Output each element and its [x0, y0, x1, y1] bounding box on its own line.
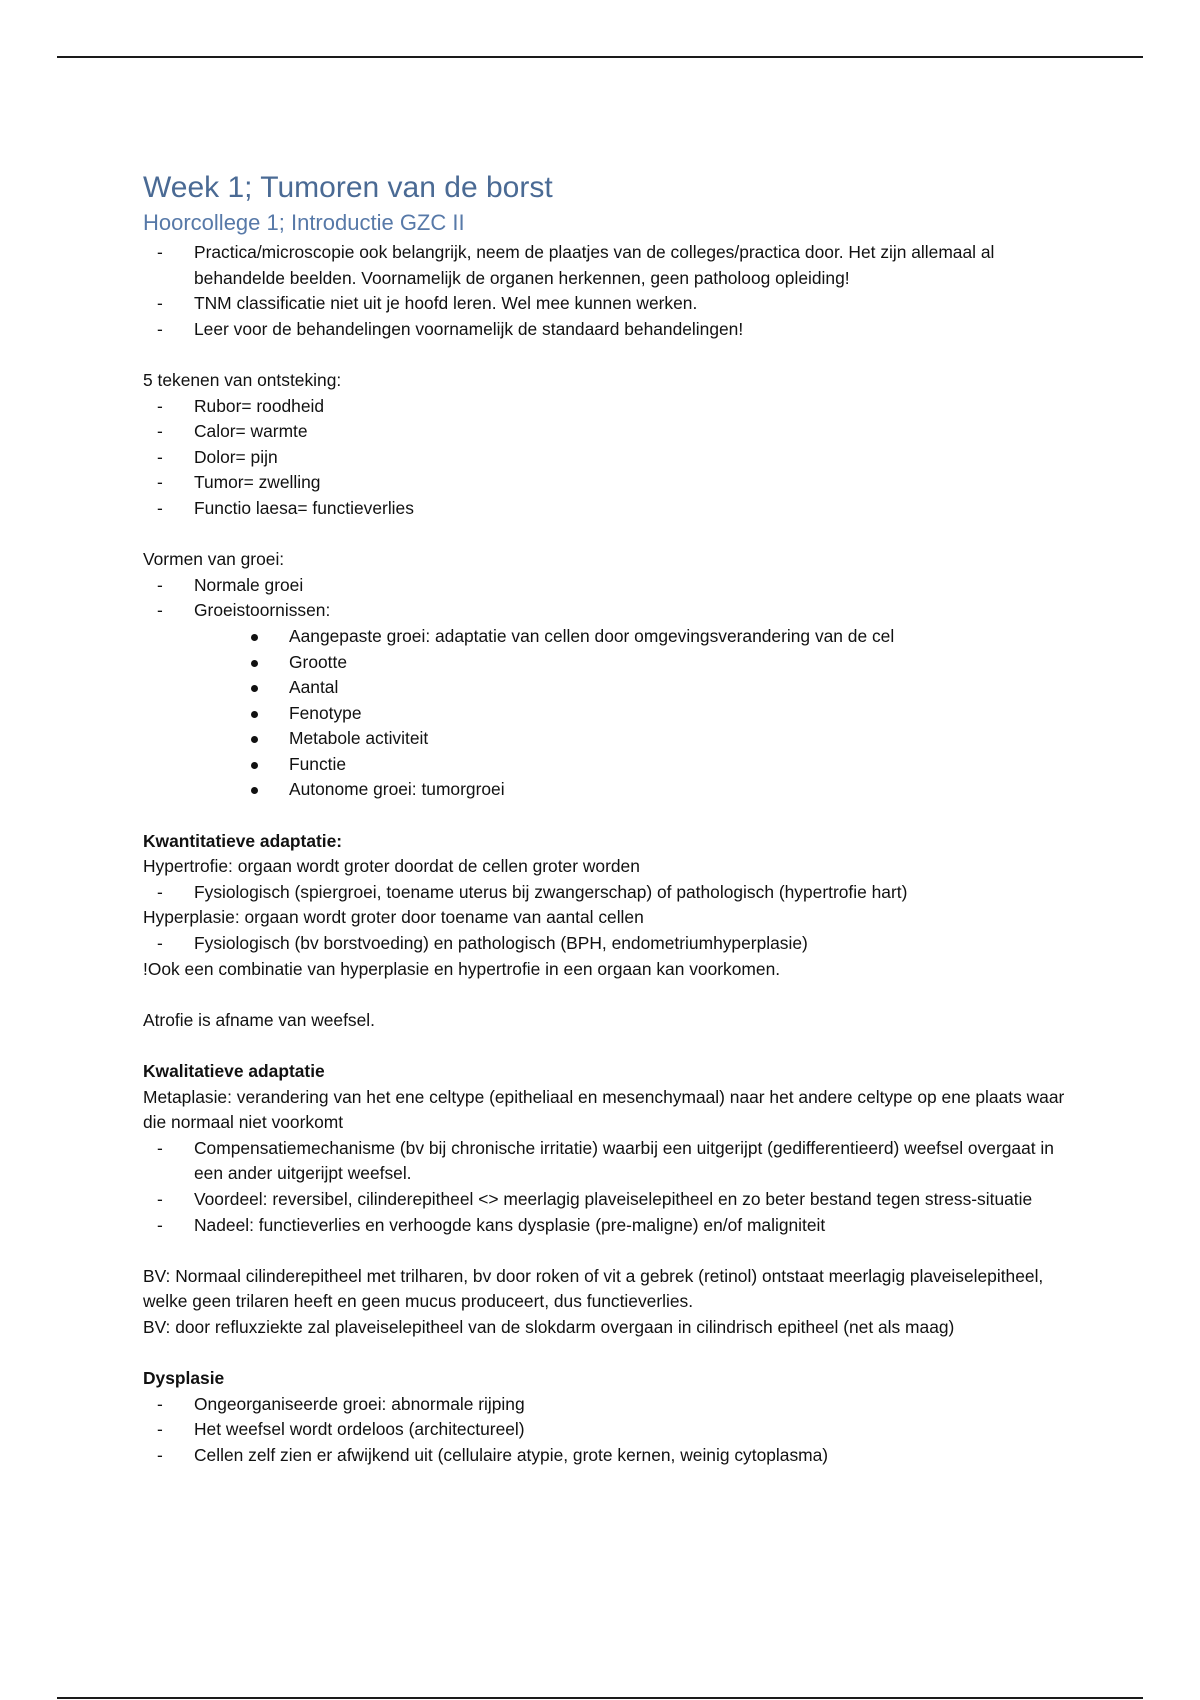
dash-bullet: -: [157, 881, 163, 902]
intro-list: [143, 240, 1083, 342]
bullet-dot-icon: [251, 787, 258, 794]
list-item-text: Metabole activiteit: [289, 728, 429, 749]
list-item-text: Nadeel: functieverlies en verhoogde kans dysplasie (pre-maligne) en/of maligniteit: [194, 1214, 826, 1235]
bullet-dot-icon: [251, 660, 258, 667]
dysplasia-heading: Dysplasie: [143, 1368, 225, 1389]
list-item-text: Het weefsel wordt ordeloos (architectureel): [194, 1419, 525, 1440]
list-item-text: Normale groei: [194, 574, 304, 595]
page-top-rule: [57, 56, 1143, 58]
list-item-text: Cellen zelf zien er afwijkend uit (cellulaire atypie, grote kernen, weinig cytoplasma): [194, 1444, 829, 1465]
list-item: [143, 880, 1083, 906]
inflammation-heading: 5 tekenen van ontsteking:: [143, 369, 342, 390]
list-item-text: Rubor= roodheid: [194, 395, 325, 416]
document-body: [143, 168, 1083, 1469]
list-item-text: Leer voor de behandelingen voornamelijk de standaard behandelingen!: [194, 318, 744, 339]
dash-bullet: -: [157, 600, 163, 621]
dash-bullet: -: [157, 1419, 163, 1440]
list-item-text: Calor= warmte: [194, 421, 308, 442]
bullet-dot-icon: [251, 685, 258, 692]
dash-bullet: -: [157, 1444, 163, 1465]
dash-bullet: -: [157, 446, 163, 467]
spacer: [143, 1033, 1083, 1059]
list-item-text: Autonome groei: tumorgroei: [289, 779, 505, 800]
list-item: [143, 650, 1083, 676]
list-item: [143, 317, 1083, 343]
list-item: [143, 931, 1083, 957]
section-subtitle: Hoorcollege 1; Introductie GZC II: [143, 210, 465, 235]
dash-bullet: -: [157, 242, 163, 262]
list-item-text: TNM classificatie niet uit je hoofd leren. Wel mee kunnen werken.: [194, 293, 698, 314]
list-item: [143, 701, 1083, 727]
list-item: [143, 1417, 1083, 1443]
list-item: [143, 1187, 1083, 1213]
dash-bullet: -: [157, 421, 163, 442]
list-item-text: Ongeorganiseerde groei: abnormale rijping: [194, 1393, 525, 1414]
list-item: [143, 777, 1083, 803]
list-item: [143, 496, 1083, 522]
atrophy-definition: Atrofie is afname van weefsel.: [143, 1009, 375, 1030]
growth-list: [143, 573, 1083, 624]
example-paragraph: BV: door refluxziekte zal plaveiselepitheel van de slokdarm overgaan in cilindrisch epitheel (net als maag): [143, 1316, 955, 1337]
quantitative-heading: Kwantitatieve adaptatie:: [143, 830, 343, 851]
inflammation-list: [143, 394, 1083, 522]
growth-heading: Vormen van groei:: [143, 549, 285, 570]
list-item-text: Aantal: [289, 677, 339, 698]
spacer: [143, 522, 1083, 548]
growth-disorder-list: [143, 624, 1083, 803]
dash-bullet: -: [157, 318, 163, 339]
list-item-text: Voordeel: reversibel, cilinderepitheel <> meerlagig plaveiselepitheel en zo beter bestand tegen stress-situatie: [194, 1188, 1033, 1209]
list-item: [143, 394, 1083, 420]
list-item: [143, 1136, 1083, 1187]
hypertrophy-definition: Hypertrofie: orgaan wordt groter doordat de cellen groter worden: [143, 856, 640, 877]
list-item-text: Compensatiemechanisme (bv bij chronische irritatie) waarbij een uitgerijpt (gedifferentieerd) weefsel overgaat in een ander uitgerijpt weefsel.: [194, 1137, 1054, 1184]
list-item-text: Functie: [289, 753, 347, 774]
bullet-dot-icon: [251, 762, 258, 769]
bullet-dot-icon: [251, 634, 258, 641]
dash-bullet: -: [157, 472, 163, 493]
bullet-dot-icon: [251, 736, 258, 743]
spacer: [143, 1238, 1083, 1264]
list-item: [143, 291, 1083, 317]
dash-bullet: -: [157, 1393, 163, 1414]
list-item: [143, 624, 1083, 650]
list-item: [143, 573, 1083, 599]
hypertrophy-list: [143, 880, 1083, 906]
dash-bullet: -: [157, 497, 163, 518]
metaplasia-definition: Metaplasie: verandering van het ene celtype (epitheliaal en mesenchymaal) naar het andere celtype op ene plaats waar die normaal niet voorkomt: [143, 1086, 1065, 1133]
dash-bullet: -: [157, 574, 163, 595]
list-item-text: Practica/microscopie ook belangrijk, neem de plaatjes van de colleges/practica door. Het zijn allemaal al behandelde beelden. Voornamelijk de organen herkennen, geen patholoog opleiding!: [194, 242, 995, 288]
list-item: [143, 675, 1083, 701]
combination-note: !Ook een combinatie van hyperplasie en hypertrofie in een orgaan kan voorkomen.: [143, 958, 781, 979]
bullet-dot-icon: [251, 711, 258, 718]
list-item-text: Fysiologisch (spiergroei, toename uterus bij zwangerschap) of pathologisch (hypertrofie hart): [194, 881, 908, 902]
list-item: [143, 1213, 1083, 1239]
list-item: [143, 726, 1083, 752]
dash-bullet: -: [157, 395, 163, 416]
page-bottom-rule: [57, 1697, 1143, 1699]
list-item: [143, 1443, 1083, 1469]
list-item: [143, 419, 1083, 445]
list-item: [143, 445, 1083, 471]
dash-bullet: -: [157, 293, 163, 314]
list-item-text: Fenotype: [289, 702, 362, 723]
list-item-text: Tumor= zwelling: [194, 472, 321, 493]
example-paragraph: BV: Normaal cilinderepitheel met trilharen, bv door roken of vit a gebrek (retinol) ontstaat meerlagig plaveiselepitheel, welke geen trilaren heeft en geen mucus produceert, dus functieverlies.: [143, 1265, 1044, 1312]
list-item: [143, 752, 1083, 778]
list-item: [143, 598, 1083, 624]
page-title: Week 1; Tumoren van de borst: [143, 171, 553, 204]
hyperplasia-list: [143, 931, 1083, 957]
dash-bullet: -: [157, 933, 163, 954]
list-item-text: Fysiologisch (bv borstvoeding) en pathologisch (BPH, endometriumhyperplasie): [194, 933, 808, 954]
list-item-text: Functio laesa= functieverlies: [194, 497, 414, 518]
dash-bullet: -: [157, 1188, 163, 1209]
dash-bullet: -: [157, 1137, 163, 1158]
dysplasia-list: [143, 1392, 1083, 1469]
list-item: [143, 1392, 1083, 1418]
hyperplasia-definition: Hyperplasie: orgaan wordt groter door toename van aantal cellen: [143, 907, 644, 928]
list-item-text: Groeistoornissen:: [194, 600, 331, 621]
dash-bullet: -: [157, 1214, 163, 1235]
qualitative-heading: Kwalitatieve adaptatie: [143, 1061, 325, 1081]
spacer: [143, 342, 1083, 368]
list-item: [143, 240, 1083, 291]
list-item-text: Aangepaste groei: adaptatie van cellen door omgevingsverandering van de cel: [289, 625, 895, 646]
spacer: [143, 803, 1083, 829]
spacer: [143, 1341, 1083, 1367]
list-item-text: Grootte: [289, 651, 347, 672]
list-item: [143, 470, 1083, 496]
spacer: [143, 982, 1083, 1008]
list-item-text: Dolor= pijn: [194, 446, 278, 467]
metaplasia-list: [143, 1136, 1083, 1238]
